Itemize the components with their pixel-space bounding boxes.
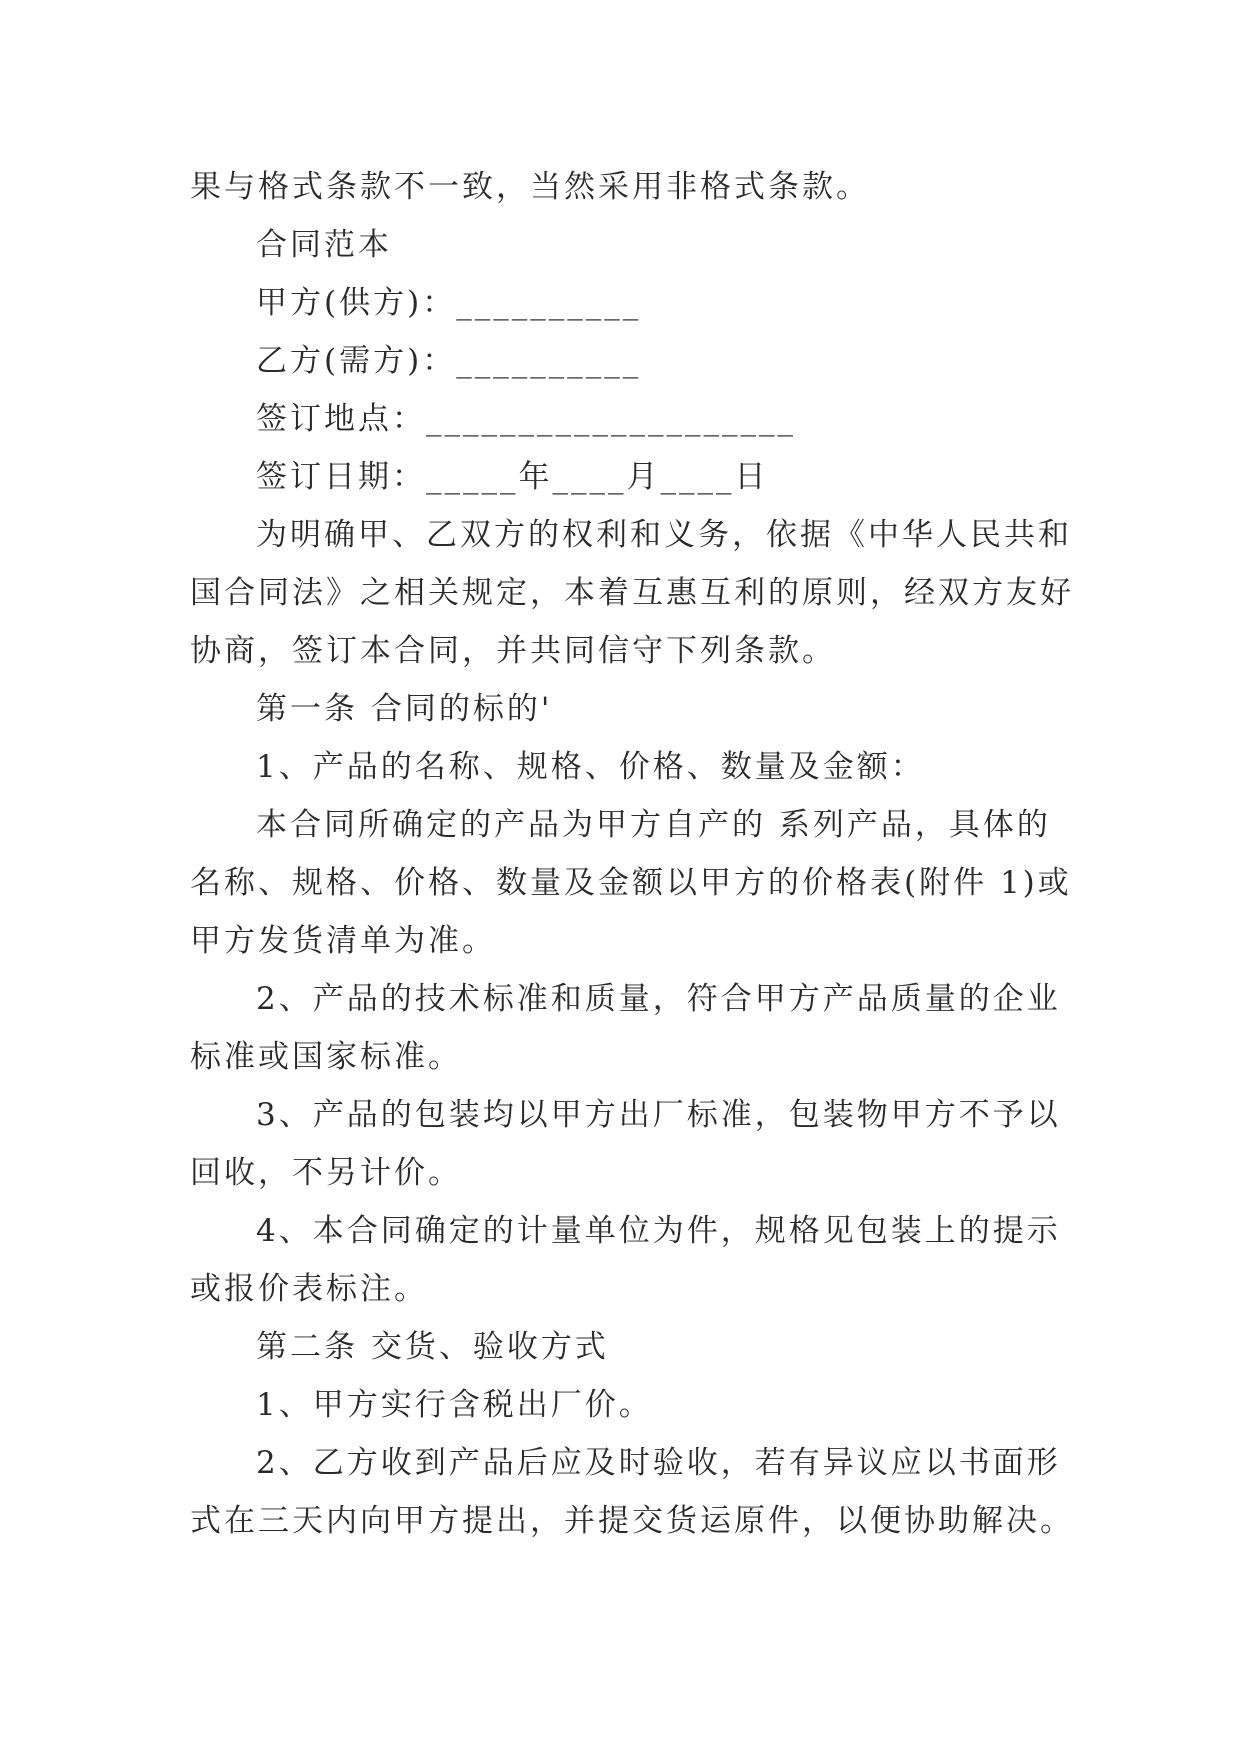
paragraph-line: 4、本合同确定的计量单位为件，规格见包装上的提示 [256, 1213, 1061, 1249]
paragraph-line: 2、产品的技术标准和质量，符合甲方产品质量的企业 [256, 981, 1061, 1017]
paragraph-line: 为明确甲、乙双方的权利和义务，依据《中华人民共和 [256, 517, 1072, 553]
article-heading: 第一条 合同的标的' [256, 691, 553, 727]
paragraph-line: 1、甲方实行含税出厂价。 [256, 1387, 653, 1423]
party-b-field: 乙方(需方)：__________ [256, 343, 642, 379]
paragraph-line: 标准或国家标准。 [190, 1039, 462, 1075]
paragraph-line: 果与格式条款不一致，当然采用非格式条款。 [190, 169, 870, 205]
paragraph-line: 1、产品的名称、规格、价格、数量及金额： [256, 749, 925, 785]
document-body [190, 158, 1074, 1550]
paragraph-line: 本合同所确定的产品为甲方自产的 系列产品，具体的 [256, 807, 1051, 843]
paragraph-line: 回收，不另计价。 [190, 1155, 462, 1191]
paragraph-line: 式在三天内向甲方提出，并提交货运原件，以便协助解决。 [190, 1503, 1074, 1539]
section-heading: 合同范本 [256, 227, 392, 263]
article-heading: 第二条 交货、验收方式 [256, 1329, 609, 1365]
party-a-field: 甲方(供方)：__________ [256, 285, 642, 321]
signing-location-field: 签订地点：____________________ [256, 401, 796, 437]
paragraph-line: 2、乙方收到产品后应及时验收，若有异议应以书面形 [256, 1445, 1061, 1481]
paragraph-line: 3、产品的包装均以甲方出厂标准，包装物甲方不予以 [256, 1097, 1061, 1133]
paragraph-line: 名称、规格、价格、数量及金额以甲方的价格表(附件 1)或 [190, 865, 1072, 901]
paragraph-line: 国合同法》之相关规定，本着互惠互利的原则，经双方友好 [190, 575, 1074, 611]
paragraph-line: 或报价表标注。 [190, 1271, 428, 1307]
paragraph-line: 协商，签订本合同，并共同信守下列条款。 [190, 633, 836, 669]
paragraph-line: 甲方发货清单为准。 [190, 923, 496, 959]
signing-date-field: 签订日期：_____年____月____日 [256, 459, 769, 495]
